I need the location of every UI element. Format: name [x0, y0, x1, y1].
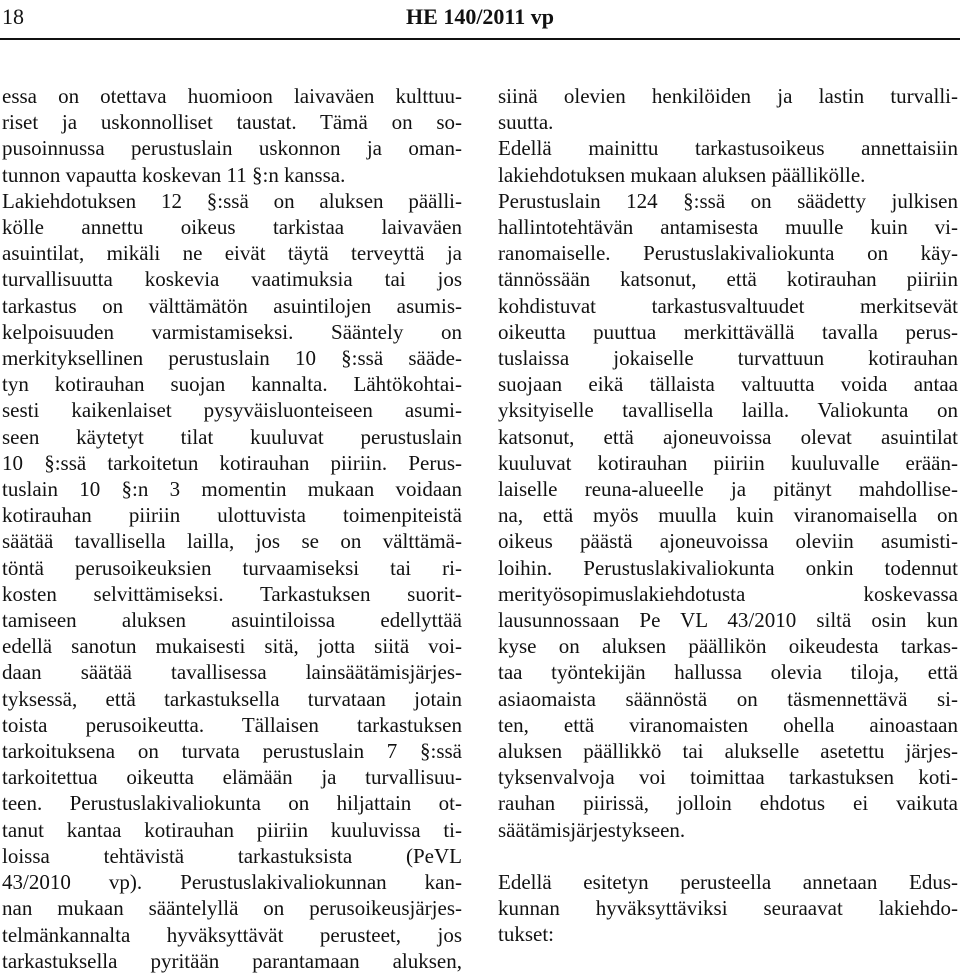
- text-line: katsonut, että ajoneuvoissa olevat asuintilat: [498, 424, 958, 449]
- text-line: suojaan eikä tällaista valtuutta voida antaa: [498, 372, 958, 397]
- text-line: telmänkannalta hyväksyttävät perusteet, jos: [2, 922, 462, 947]
- right-column: [498, 83, 958, 948]
- text-line: teen. Perustuslakivaliokunta on hiljattain ot-: [2, 791, 462, 816]
- text-line: säätää tavallisella lailla, jos se on välttämä-: [2, 529, 462, 554]
- text-line: tarkastuksella pyritään parantamaan aluksen,: [2, 948, 462, 973]
- text-line: Edellä esitetyn perusteella annetaan Edus-: [498, 870, 958, 895]
- text-line: kosten selvittämiseksi. Tarkastuksen suorit-: [2, 581, 462, 606]
- text-line: essa on otettava huomioon laivaväen kulttuu-: [2, 84, 462, 108]
- text-line: lausunnossaan Pe VL 43/2010 siltä osin kun: [498, 608, 958, 633]
- text-line: tanut kantaa kotirauhan piiriin kuuluvissa ti-: [2, 817, 462, 842]
- text-line: tarkoitettua oikeutta elämään ja turvallisuu-: [2, 765, 462, 790]
- text-line: na, että myös muulla kuin viranomaisella on: [498, 503, 958, 528]
- text-line: töntä perusoikeuksien turvaamiseksi tai ri-: [2, 555, 462, 580]
- text-line: taa työntekijän hallussa olevia tiloja, että: [498, 660, 958, 685]
- text-line: kohdistuvat tarkastusvaltuudet merkitsevät: [498, 293, 958, 318]
- text-line: kelpoisuuden varmistamiseksi. Sääntely on: [2, 319, 462, 344]
- text-line: sesti kaikenlaiset pysyväisluonteiseen asumi-: [2, 398, 462, 423]
- text-line: Edellä mainittu tarkastusoikeus annettaisiin: [498, 136, 958, 161]
- text-line: toista perusoikeutta. Tällaisen tarkastuksen: [2, 712, 462, 737]
- text-line: suutta.: [498, 110, 554, 135]
- text-line: tyksenvalvoja voi toimittaa tarkastuksen koti-: [498, 765, 958, 790]
- text-line: merityösopimuslakiehdotusta koskevassa: [498, 581, 958, 606]
- text-line: kölle annettu oikeus tarkistaa laivaväen: [2, 215, 462, 240]
- text-line: tunnon vapautta koskevan 11 §:n kanssa.: [2, 162, 346, 187]
- text-line: ten, että viranomaisten ohella ainoastaan: [498, 712, 958, 737]
- text-line: turvallisuutta koskevia vaatimuksia tai jos: [2, 267, 462, 292]
- text-line: yksityiselle tavallisella lailla. Valiokunta on: [498, 398, 958, 423]
- text-line: tamiseen aluksen asuintiloissa edellyttää: [2, 608, 462, 633]
- text-line: kyse on aluksen päällikön oikeudesta tarkas-: [498, 634, 958, 659]
- header-rule: [0, 38, 960, 40]
- text-line: lakiehdotuksen mukaan aluksen päällikölle.: [498, 162, 866, 187]
- text-line: Perustuslain 124 §:ssä on säädetty julkisen: [498, 188, 958, 213]
- text-line: tarkoituksena on turvata perustuslain 7 §:ssä: [2, 739, 462, 764]
- text-line: loihin. Perustuslakivaliokunta onkin todennut: [498, 555, 958, 580]
- text-line: ranomaiselle. Perustuslakivaliokunta on käy-: [498, 241, 958, 266]
- text-line: rauhan piirissä, jolloin ehdotus ei vaikuta: [498, 791, 958, 816]
- text-line: nan mukaan sääntelyllä on perusoikeusjärjes-: [2, 896, 462, 921]
- text-line: merkityksellinen perustuslain 10 §:ssä sääde-: [2, 346, 462, 371]
- text-line: pusoinnussa perustuslain uskonnon ja oman-: [2, 136, 462, 161]
- text-line: tarkastus on välttämätön asuintilojen asumis-: [2, 293, 462, 318]
- text-line: tyksessä, että tarkastuksella turvataan jotain: [2, 686, 462, 711]
- text-line: aluksen päällikkö tai alukselle asetettu järjes-: [498, 739, 958, 764]
- text-line: tuslain 10 §:n 3 momentin mukaan voidaan: [2, 477, 462, 502]
- text-line: asuintilat, mikäli ne eivät täytä terveyttä ja: [2, 241, 462, 266]
- document-reference: HE 140/2011 vp: [406, 4, 554, 29]
- text-line: laiselle reuna-alueelle ja pitänyt mahdollise-: [498, 477, 958, 502]
- page-number: 18: [2, 4, 24, 29]
- text-line: säätämisjärjestykseen.: [498, 817, 686, 842]
- text-line: tukset:: [498, 922, 554, 947]
- text-line: oikeus päästä ajoneuvoissa oleviin asumisti-: [498, 529, 958, 554]
- text-line: seen käytetyt tilat kuuluvat perustuslain: [2, 424, 462, 449]
- text-line: asiaomaista säännöstä on täsmennettävä si-: [498, 686, 958, 711]
- text-line: kuuluvat kotirauhan piiriin kuuluvalle erään-: [498, 450, 958, 475]
- text-line: kotirauhan piiriin ulottuvista toimenpiteistä: [2, 503, 462, 528]
- text-line: tännössään katsonut, että kotirauhan piiriin: [498, 267, 958, 292]
- text-line: edellä sanotun mukaisesti sitä, jotta siitä voi-: [2, 634, 462, 659]
- text-line: hallintotehtävän antamisesta muulle kuin vi-: [498, 215, 958, 240]
- text-line: oikeutta puuttua merkittävällä tavalla perus-: [498, 319, 958, 344]
- text-line: siinä olevien henkilöiden ja lastin turvalli-: [498, 84, 958, 108]
- text-line: 43/2010 vp). Perustuslakivaliokunnan kan-: [2, 870, 462, 895]
- text-line: loissa tehtävistä tarkastuksista (PeVL: [2, 843, 462, 868]
- text-line: tyn kotirauhan suojan kannalta. Lähtökohtai-: [2, 372, 462, 397]
- text-line: kunnan hyväksyttäviksi seuraavat lakiehdo-: [498, 896, 958, 921]
- text-line: daan säätää tavallisessa lainsäätämisjärjes-: [2, 660, 462, 685]
- left-column: [2, 83, 462, 974]
- text-line: riset ja uskonnolliset taustat. Tämä on so-: [2, 110, 462, 135]
- text-line: 10 §:ssä tarkoitetun kotirauhan piiriin. Perus-: [2, 450, 462, 475]
- text-line: tuslaissa jokaiselle turvattuun kotirauhan: [498, 346, 958, 371]
- text-line: Lakiehdotuksen 12 §:ssä on aluksen päälli-: [2, 188, 462, 213]
